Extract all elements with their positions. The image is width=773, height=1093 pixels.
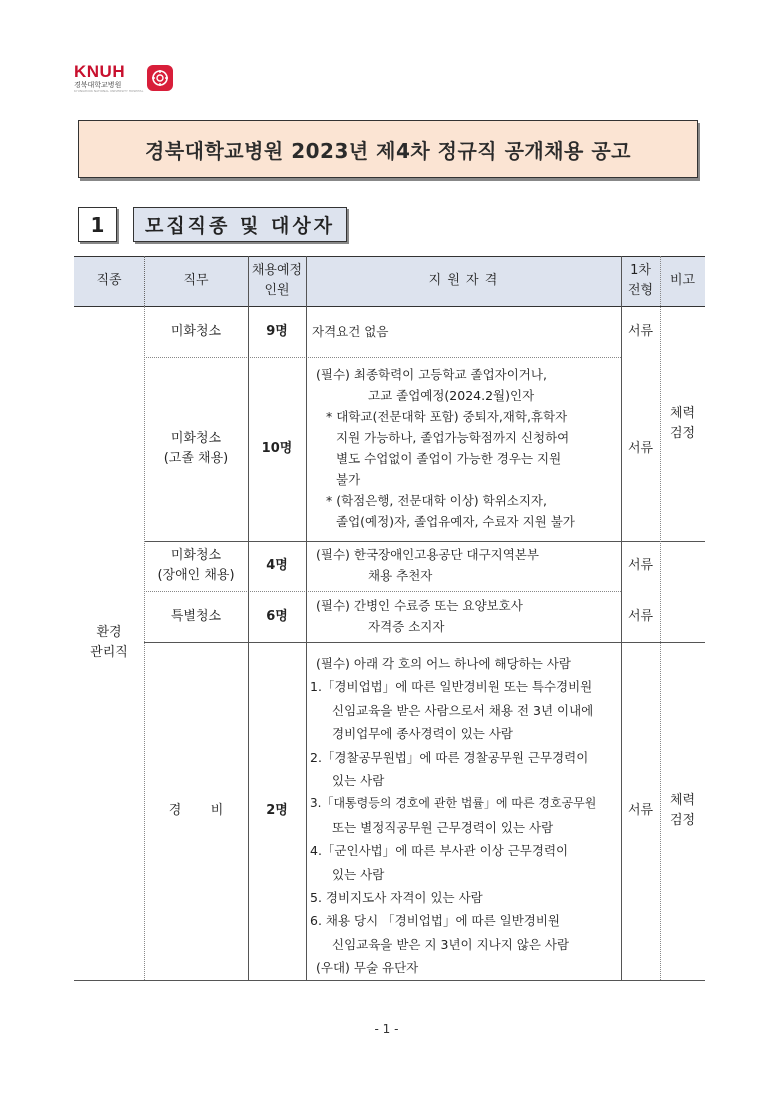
page-number: - 1 - <box>374 1022 399 1036</box>
req-line: * 대학교(전문대학 포함) 중퇴자,재학,휴학자 <box>326 409 568 424</box>
row2-duty-line1: 미화청소 <box>170 431 222 446</box>
row1-duty: 미화청소 <box>170 323 222 339</box>
note-line2: 검정 <box>669 813 696 828</box>
announcement-title-box <box>78 120 698 178</box>
req-line: (필수) 최종학력이 고등학교 졸업자이거나, <box>316 367 547 382</box>
req-line: 5. 경비지도사 자격이 있는 사람 <box>310 890 483 906</box>
row5-duty-char1: 경 <box>168 803 182 818</box>
logo-korean-name: 경북대학교병원 <box>74 81 122 89</box>
row2-duty <box>144 357 248 541</box>
header-screening-line1: 1차 <box>630 263 651 278</box>
row4-qualification <box>306 595 618 637</box>
row2-duty-line2: (고졸 채용) <box>163 451 229 466</box>
row4-headcount: 6명 <box>266 608 288 624</box>
header-duty: 직무 <box>183 273 209 288</box>
category-cell <box>74 306 144 980</box>
row3-screening: 서류 <box>627 558 654 573</box>
req-line: 신임교육을 받은 사람으로서 채용 전 3년 이내에 <box>332 702 594 718</box>
req-line: 불가 <box>336 472 361 487</box>
logo-wordmark: KNUH <box>74 62 126 81</box>
page-title: 경북대학교병원 2023년 제4차 정규직 공개채용 공고 <box>145 138 631 163</box>
req-line: 자격증 소지자 <box>368 619 445 634</box>
req-line: 신임교육을 받은 지 3년이 지나지 않은 사람 <box>332 936 570 952</box>
header-qualification: 지 원 자 격 <box>428 273 499 288</box>
note-line1: 체력 <box>669 793 696 808</box>
row4-screening: 서류 <box>627 608 654 624</box>
row3-duty-line1: 미화청소 <box>170 548 222 563</box>
req-line: 2.「경찰공무원법」에 따른 경찰공무원 근무경력이 <box>310 749 589 765</box>
req-line: 지원 가능하나, 졸업가능학점까지 신청하여 <box>336 430 570 445</box>
row1-headcount: 9명 <box>266 323 288 339</box>
row2-screening: 서류 <box>627 441 654 456</box>
req-line: 졸업(예정)자, 졸업유예자, 수료자 지원 불가 <box>336 514 575 529</box>
req-line: 고교 졸업예정(2024.2월)인자 <box>368 388 535 403</box>
header-category: 직종 <box>96 273 122 288</box>
row3-duty-line2: (장애인 채용) <box>157 568 235 583</box>
req-line: 4.「군인사법」에 따른 부사관 이상 근무경력이 <box>310 843 569 859</box>
note-line1: 체력 <box>669 405 696 421</box>
req-line: (필수) 한국장애인고용공단 대구지역본부 <box>316 547 539 562</box>
section-title: 모집직종 및 대상자 <box>133 207 347 242</box>
req-line: 1.「경비업법」에 따른 일반경비원 또는 특수경비원 <box>310 679 593 695</box>
row2-qualification <box>306 364 618 532</box>
category-line2: 관리직 <box>90 645 128 660</box>
req-line: 또는 별정직공무원 근무경력이 있는 사람 <box>332 819 554 835</box>
req-line: 있는 사람 <box>332 773 385 789</box>
header-screening-line2: 전형 <box>627 283 654 298</box>
row1-qualification <box>306 321 618 342</box>
section-number: 1 <box>78 207 117 242</box>
req-line: 채용 추천자 <box>368 568 433 583</box>
req-line: 3.「대통령등의 경호에 관한 법률」에 따른 경호공무원 <box>310 796 597 811</box>
note-cell-2 <box>660 642 705 980</box>
header-first-screening <box>621 256 660 306</box>
req-line: 별도 수업없이 졸업이 가능한 경우는 지원 <box>336 451 562 466</box>
row5-screening: 서류 <box>627 803 654 818</box>
category-line1: 환경 <box>96 625 122 640</box>
row1-screening: 서류 <box>627 323 654 339</box>
req-line: 있는 사람 <box>332 866 385 882</box>
header-headcount <box>248 256 306 306</box>
row5-duty-char2: 비 <box>210 803 224 818</box>
req-line: * (학점은행, 전문대학 이상) 학위소지자, <box>326 493 547 508</box>
req-line: 6. 채용 당시 「경비업법」에 따른 일반경비원 <box>310 913 560 929</box>
req-line: (필수) 간병인 수료증 또는 요양보호사 <box>316 598 523 613</box>
hospital-logo <box>74 62 173 94</box>
row5-qualification <box>306 652 618 980</box>
logo-english-name: KYUNGPOOK NATIONAL UNIVERSITY HOSPITAL <box>74 89 144 93</box>
req-line: (필수) 아래 각 호의 어느 하나에 해당하는 사람 <box>316 656 571 671</box>
row3-duty <box>144 541 248 591</box>
hospital-emblem-icon <box>147 65 173 91</box>
row3-headcount: 4명 <box>266 558 288 573</box>
recruitment-table <box>74 256 705 981</box>
note-line2: 검정 <box>669 425 696 441</box>
note-cell-1 <box>660 306 705 541</box>
req-line: 자격요건 없음 <box>312 324 389 339</box>
req-line: 경비업무에 종사경력이 있는 사람 <box>332 726 513 742</box>
row4-duty: 특별청소 <box>170 608 222 624</box>
row5-duty <box>144 642 248 980</box>
row3-qualification <box>306 544 618 586</box>
table-bottom-border <box>74 980 705 981</box>
row5-headcount: 2명 <box>266 803 288 818</box>
header-note: 비고 <box>669 273 696 288</box>
header-headcount-line1: 채용예정 <box>251 263 303 278</box>
header-headcount-line2: 인원 <box>264 283 290 298</box>
req-line: (우대) 무술 유단자 <box>316 960 419 976</box>
row2-headcount: 10명 <box>261 441 293 456</box>
